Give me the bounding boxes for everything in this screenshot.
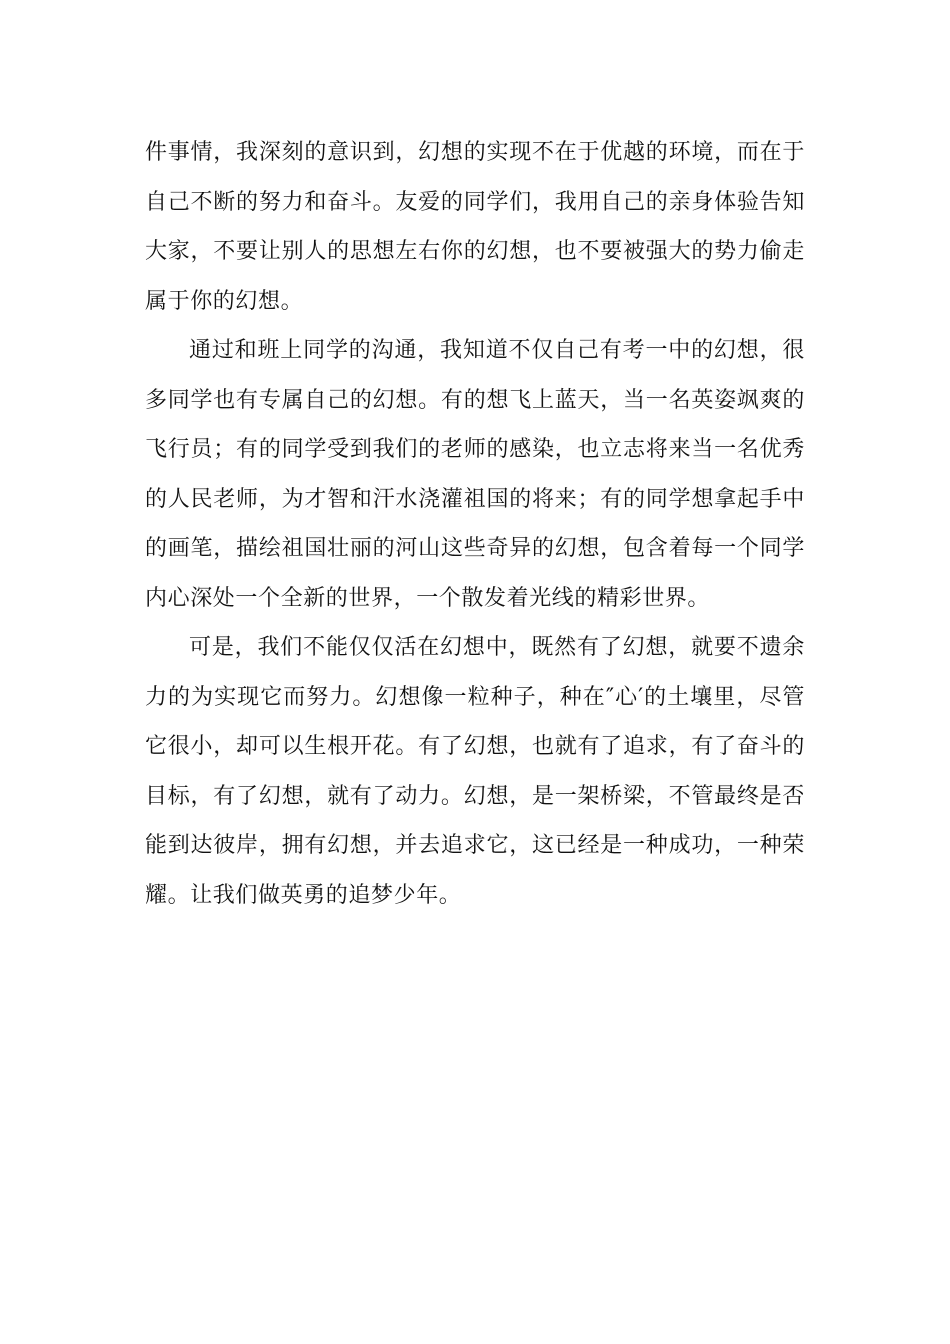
essay-body — [145, 128, 805, 920]
paragraph-classmates-dreams: 通过和班上同学的沟通，我知道不仅自己有考一中的幻想，很多同学也有专属自己的幻想。有的想飞上蓝天，当一名英姿飒爽的飞行员；有的同学受到我们的老师的感染，也立志将来当一名优秀的人民老师，为才智和汗水浇灌祖国的将来；有的同学想拿起手中的画笔，描绘祖国壮丽的河山这些奇异的幻想，包含着每一个同学内心深处一个全新的世界，一个散发着光线的精彩世界。 — [145, 338, 805, 611]
paragraph-pursue-dreams: 可是，我们不能仅仅活在幻想中，既然有了幻想，就要不遗余力的为实现它而努力。幻想像一粒种子，种在″心′的土壤里，尽管它很小，却可以生根开花。有了幻想，也就有了追求，有了奋斗的目标，有了幻想，就有了动力。幻想，是一架桥梁，不管最终是否能到达彼岸，拥有幻想，并去追求它，这已经是一种成功，一种荣耀。让我们做英勇的追梦少年。 — [145, 635, 805, 908]
paragraph-continued: 件事情，我深刻的意识到，幻想的实现不在于优越的环境，而在于自己不断的努力和奋斗。友爱的同学们，我用自己的亲身体验告知大家，不要让别人的思想左右你的幻想，也不要被强大的势力偷走属于你的幻想。 — [145, 140, 805, 314]
